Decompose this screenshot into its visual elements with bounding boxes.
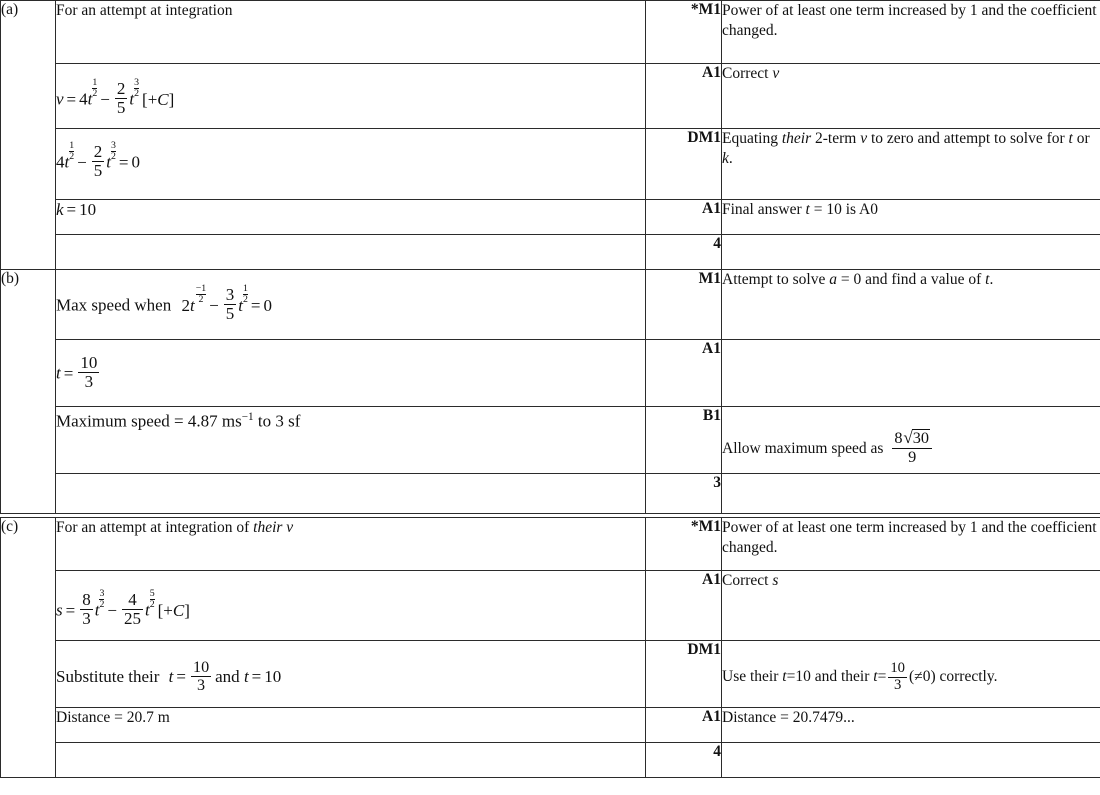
table-row [1,641,1100,708]
equation-suffix: to 3 sf [257,411,301,431]
mark-cell: A1 [646,708,722,743]
mark-cell: DM1 [646,641,722,708]
notes-italic-2: v [860,130,868,147]
table-row [1,474,1100,514]
notes-prefix: Correct [722,65,769,82]
surd-coefficient: 8 [894,429,903,447]
working-cell [56,235,646,270]
table-row [1,64,1100,129]
equation-k: k = 10 [56,200,97,219]
notes-text: Distance = 20.7479... [722,709,855,726]
notes-part-3: correctly. [939,668,998,686]
notes-part-4: or [1076,130,1090,147]
equation-var-1: t [168,667,174,687]
notes-cell [722,340,1100,407]
working-cell [56,708,646,743]
notes-part-1: Use their [722,668,779,686]
working-text: Distance = 20.7 m [56,709,170,726]
equation-s: s = $\frac{8}{3}$ t $^{\frac{3}{2}}$ − $\frac{4}{25}$ t $^{\frac{5}{2}}$ [+C] [56,588,190,629]
table-row [1,571,1100,641]
equation-maximum-speed [56,411,645,432]
notes-part-5: . [728,149,733,167]
notes-cell [722,235,1100,270]
mark-cell: A1 [646,200,722,235]
mark-cell: DM1 [646,129,722,200]
notes-italic-4: k [722,149,729,167]
mark-total-cell: 3 [646,474,722,514]
mark-total-cell: 4 [646,743,722,778]
notes-italic-1: their [781,130,812,147]
notes-var-2: t [873,668,878,686]
equation-max-speed-condition: Max speed when 2t $^{\frac{-1}{2}}$ − $\frac{3}{5}$ t $^{\frac{1}{2}}$ = 0 [56,283,273,324]
part-label-a: (a) [1,1,56,270]
equation-v-zero: 4t $^{\frac{1}{2}}$ − $\frac{2}{5}$ t $^{\frac{3}{2}}$ = 0 [56,140,140,181]
notes-part-1: Equating [722,130,778,147]
notes-italic: s [772,572,779,589]
mark-cell: A1 [646,340,722,407]
working-cell [56,474,646,514]
notes-prefix: Allow maximum speed as [722,440,884,458]
equation-prefix: Substitute their [56,667,160,687]
notes-text: Power of at least one term increased by 1 and the coefficient changed. [722,2,1097,39]
working-cell [56,129,646,200]
notes-text [722,270,1100,290]
notes-italic-1: a [829,271,837,288]
mark-cell: *M1 [646,518,722,571]
working-cell [56,1,646,64]
part-label-c: (c) [1,518,56,778]
table-row [1,518,1100,571]
notes-text [722,200,1100,220]
working-italic-1: their v [253,519,294,536]
table-row [1,129,1100,200]
equation-mid: and [215,667,240,687]
notes-var-1: t [782,668,787,686]
notes-part-1: Final answer [722,201,802,218]
mark-cell: B1 [646,407,722,474]
working-cell [56,340,646,407]
notes-cell [722,200,1100,235]
table-row [1,1,1100,64]
mark-total-cell: 4 [646,235,722,270]
notes-cell [722,518,1100,571]
notes-eq-1: =10 [786,668,811,686]
table-row [1,407,1100,474]
working-cell [56,64,646,129]
mark-cell: M1 [646,270,722,340]
notes-cell [722,64,1100,129]
working-cell [56,743,646,778]
equation-substitute: Substitute their t = $\frac{10}{3}$ and t = 10 [56,659,282,695]
notes-part-2: = 10 is A0 [813,201,878,218]
equation-prefix: Maximum speed = 4.87 ms [56,411,242,431]
notes-cell [722,743,1100,778]
notes-text [722,571,1100,591]
notes-cell [722,708,1100,743]
working-text: For an attempt at integration [56,2,233,19]
notes-italic-2: t [985,271,990,288]
working-cell [56,407,646,474]
equation-v: v = 4t $^{\frac{1}{2}}$ − $\frac{2}{5}$ t $^{\frac{3}{2}}$ [+C] [56,77,175,118]
notes-equation-surd: Allow maximum speed as $\frac{8√30}{9}$ [722,429,1100,466]
working-part-1: For an attempt at integration of [56,519,250,536]
table-row [1,270,1100,340]
notes-part-1: Attempt to solve [722,271,826,288]
working-cell [56,641,646,708]
notes-part-2: 2-term [815,130,857,147]
mark-cell: *M1 [646,1,722,64]
notes-cell [722,474,1100,514]
working-cell [56,270,646,340]
notes-equation-use-their: Use their t=10 and their t= $\frac{10}{3}$ (≠0) correctly. [722,660,998,693]
notes-cell [722,641,1100,708]
notes-part-3: . [989,271,994,288]
equation-prefix: Max speed when [56,295,172,315]
notes-italic-1: t [805,201,810,218]
notes-prefix: Correct [722,572,769,589]
notes-cell [722,571,1100,641]
table-row [1,708,1100,743]
equation-t-value: t = $\frac{10}{3}$ [56,353,98,392]
equation-exponent: −1 [241,411,254,423]
notes-text [722,129,1100,168]
working-cell [56,518,646,571]
notes-cell [722,270,1100,340]
notes-cell [722,129,1100,200]
working-cell [56,571,646,641]
part-label-b: (b) [1,270,56,514]
notes-eq-2: = [877,668,887,686]
notes-text [722,64,1100,84]
notes-italic-3: t [1068,130,1073,147]
notes-cell [722,407,1100,474]
surd-radicand: 30 [912,429,930,447]
table-row [1,200,1100,235]
notes-paren: (≠0) [909,668,936,686]
notes-part-3: to zero and attempt to solve for [870,130,1065,147]
working-cell [56,200,646,235]
notes-part-2: = 0 and find a value of [840,271,982,288]
table-row [1,743,1100,778]
surd-denominator: 9 [892,448,932,467]
table-row [1,340,1100,407]
working-text [56,518,645,537]
equation-rhs: 10 [264,667,282,687]
mark-cell: A1 [646,571,722,641]
notes-cell [722,1,1100,64]
notes-text: Power of at least one term increased by 1 and the coefficient changed. [722,519,1097,556]
equation-var-2: t [243,667,249,687]
table-row [1,235,1100,270]
notes-italic: v [772,65,780,82]
notes-part-2: and their [814,668,870,686]
mark-cell: A1 [646,64,722,129]
